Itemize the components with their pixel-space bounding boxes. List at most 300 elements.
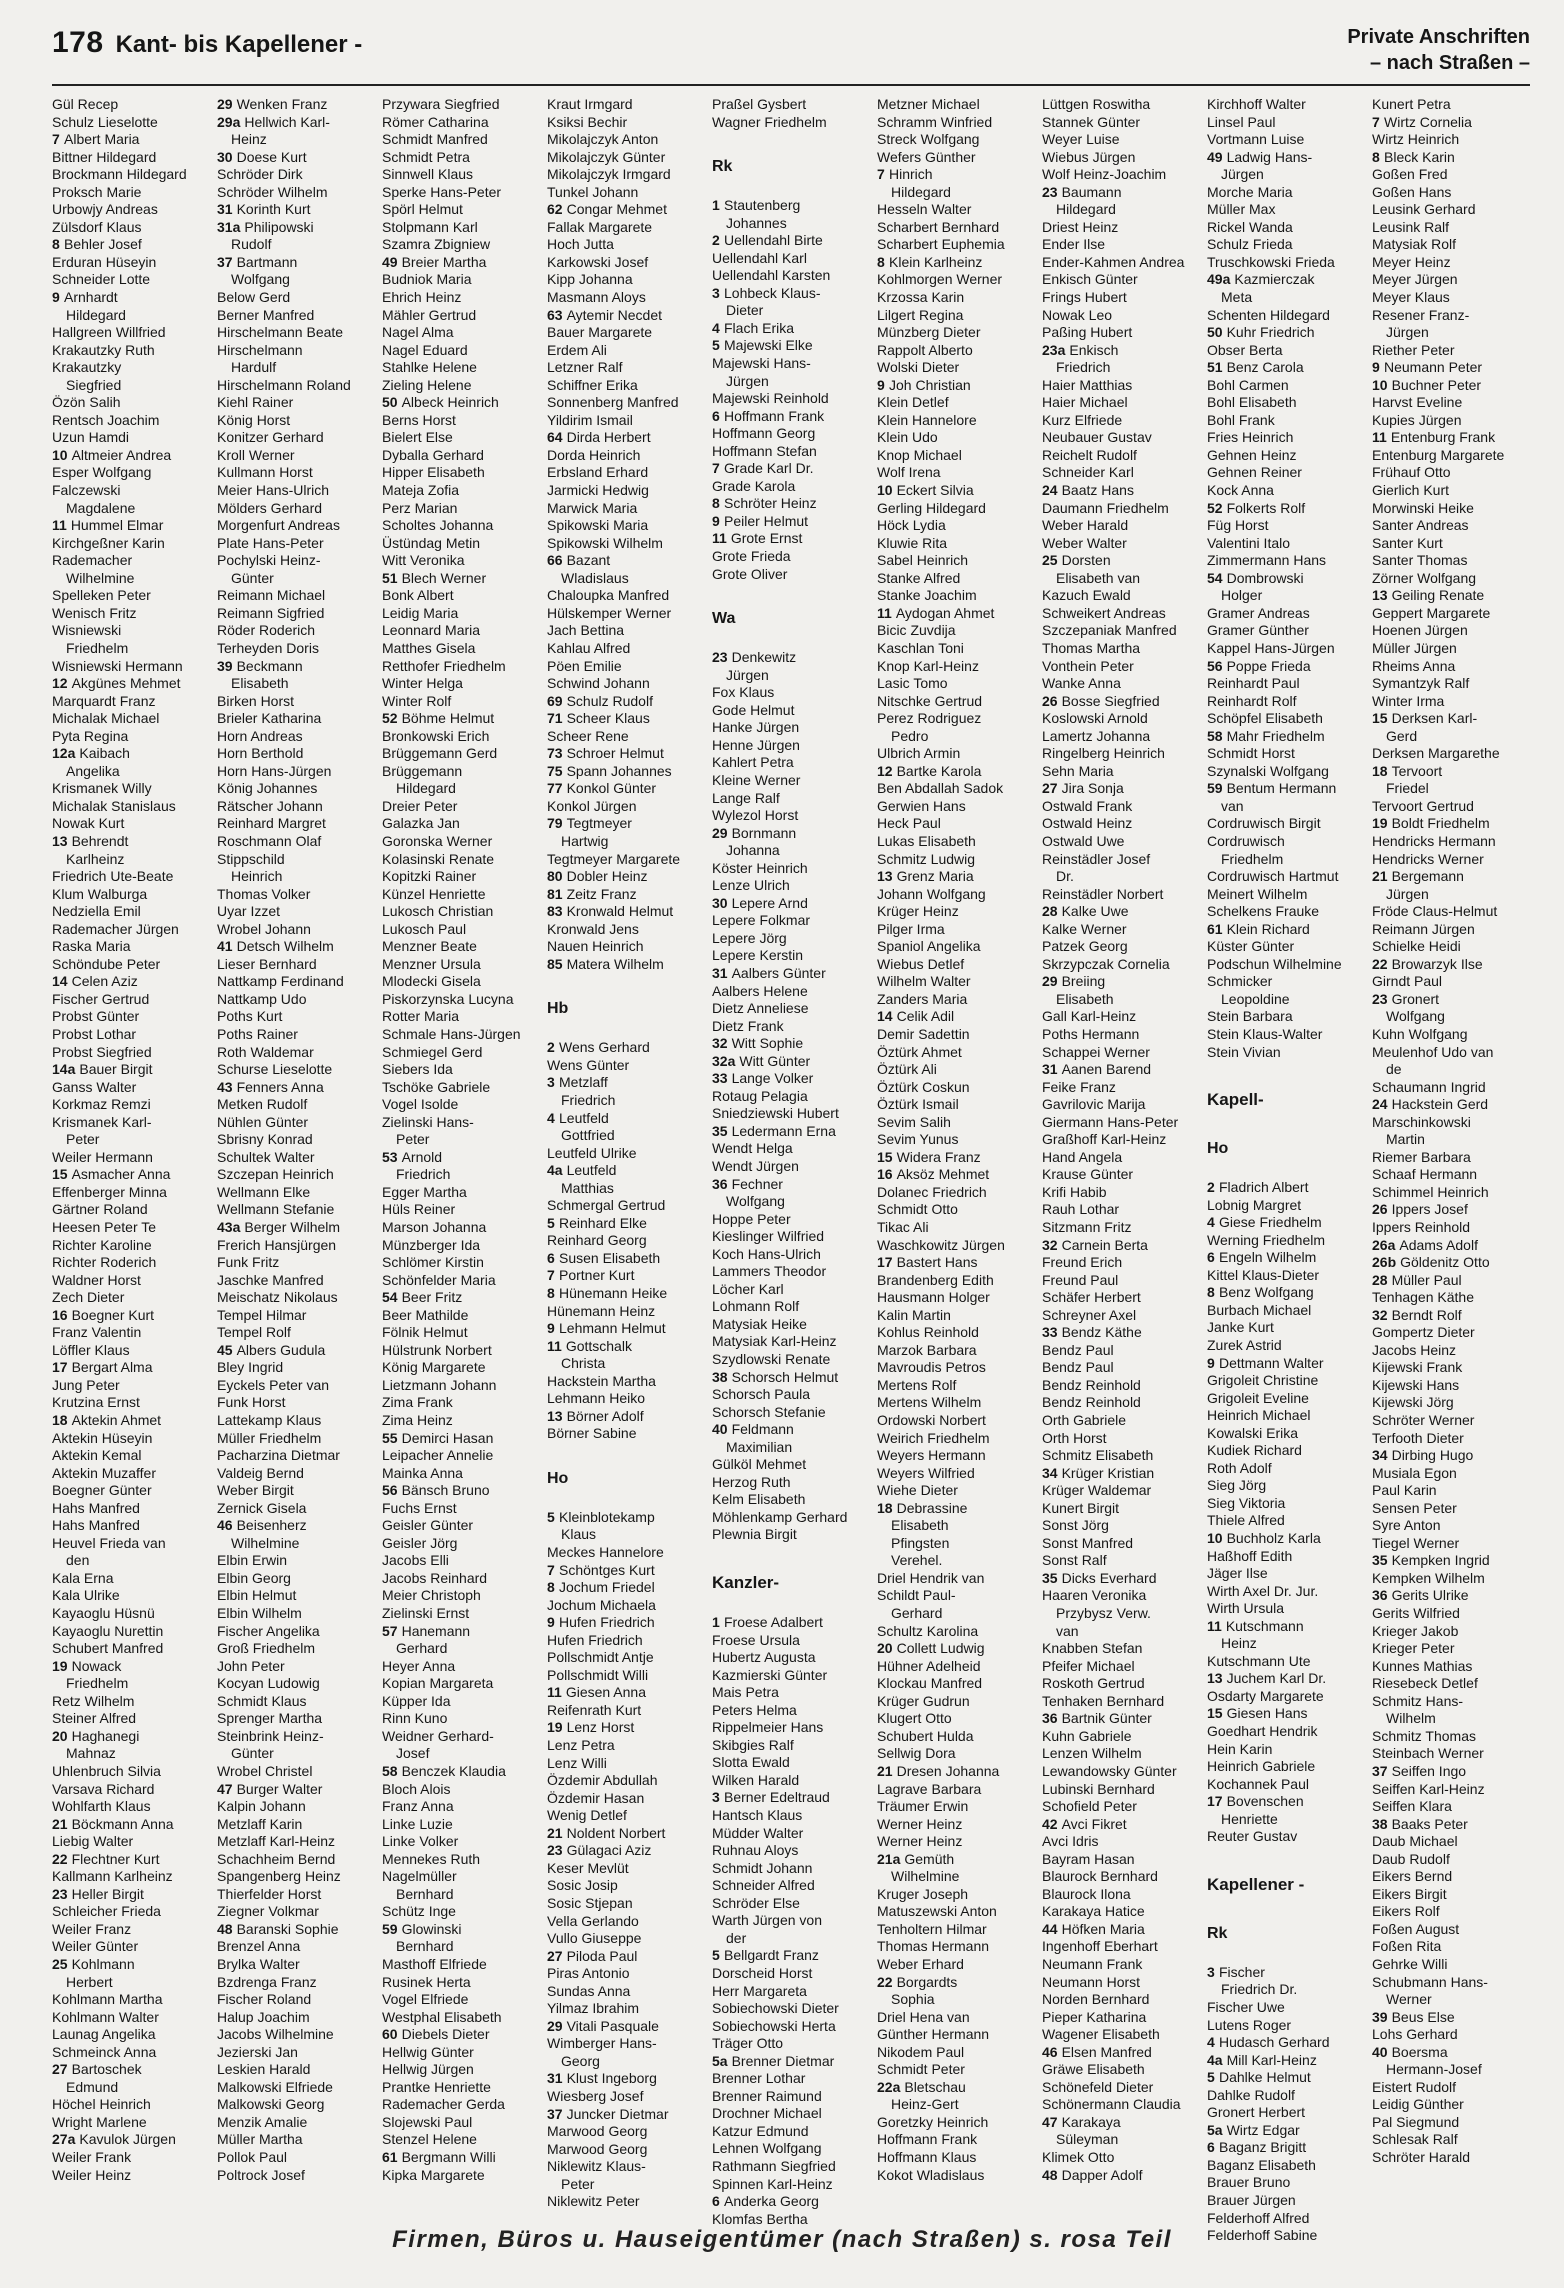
resident-name: Wrobel Johann — [217, 920, 311, 937]
resident-name: Wanke Anna — [1042, 675, 1121, 692]
resident-name: Malkowski Elfriede — [217, 2078, 333, 2095]
resident-name: Matysiak Karl-Heinz — [712, 1333, 837, 1350]
resident-name: Weiler Frank — [52, 2148, 132, 2165]
resident-name: Bovenschen — [1226, 1793, 1304, 1810]
resident-name: Neumann Peter — [1384, 359, 1483, 376]
house-number: 51 — [382, 569, 398, 586]
name-continuation: Przybysz Verw. — [1056, 1605, 1151, 1622]
house-number: 2 — [712, 232, 720, 249]
resident-name: Schröder Dirk — [217, 166, 303, 183]
resident-name: Santer Kurt — [1372, 534, 1443, 551]
house-entry — [1207, 149, 1365, 167]
resident-name: Gavrilovic Marija — [1042, 1096, 1146, 1113]
resident-name: Albers Gudula — [236, 1341, 326, 1358]
resident-name: Sonnenberg Manfred — [547, 394, 679, 411]
resident-name: Dietz Anneliese — [712, 1000, 809, 1017]
resident-name: Gräwe Elisabeth — [1042, 2061, 1145, 2078]
resident-name: Schönefeld Dieter — [1042, 2078, 1154, 2095]
house-entry — [52, 1166, 210, 1184]
resident-name: Lenz Willi — [547, 1754, 607, 1771]
resident-name: Schmidt Johann — [712, 1859, 813, 1876]
resident-name: Ziegner Volkmar — [217, 1903, 319, 1920]
house-entry — [712, 2053, 870, 2071]
house-number: 52 — [1207, 499, 1223, 516]
resident-name: Kolasinski Renate — [382, 850, 495, 867]
resident-name: Eikers Bernd — [1372, 1868, 1453, 1885]
resident-name: Kuhr Friedrich — [1226, 324, 1315, 341]
resident-name: Wirth Ursula — [1207, 1600, 1285, 1617]
resident-name: Przywara Siegfried — [382, 96, 500, 112]
resident-name: Perez Rodriguez — [877, 710, 982, 727]
resident-name: Hirschelmann — [217, 341, 303, 358]
resident-name: Lukosch Christian — [382, 903, 494, 920]
house-entry — [547, 886, 705, 904]
resident-name: Jacobs Reinhard — [382, 1569, 488, 1586]
resident-name: Lehnen Wolfgang — [712, 2140, 822, 2157]
house-number: 46 — [217, 1517, 233, 1534]
resident-name: Weber Birgit — [217, 1482, 294, 1499]
house-number: 8 — [547, 1285, 555, 1301]
resident-name: Gottschalk — [565, 1337, 632, 1354]
house-number: 39 — [1372, 2008, 1388, 2025]
house-number: 6 — [547, 1249, 555, 1266]
house-number: 47 — [1042, 2113, 1058, 2130]
resident-name: Pacharzina Dietmar — [217, 1447, 340, 1464]
house-number: 9 — [52, 289, 60, 306]
directory-column-8 — [1207, 96, 1365, 2244]
resident-name: Felderhoff Sabine — [1207, 2227, 1318, 2244]
resident-name: Wolf Irena — [877, 464, 941, 481]
resident-name: Leidig Maria — [382, 604, 459, 621]
resident-name: Klein Detlef — [877, 394, 949, 411]
page-number: 178 — [52, 26, 104, 59]
name-continuation: van — [1056, 1622, 1079, 1639]
house-entry — [1372, 956, 1530, 974]
house-entry — [52, 675, 210, 693]
resident-name: Denkewitz — [731, 649, 797, 666]
resident-name: Raska Maria — [52, 938, 131, 955]
house-entry — [1372, 763, 1530, 781]
house-number: 34 — [1372, 1447, 1388, 1464]
resident-name: Geisler Günter — [382, 1517, 474, 1534]
house-entry — [547, 956, 705, 974]
house-number: 24 — [1372, 1096, 1388, 1113]
resident-name: Weidner Gerhard- — [382, 1727, 494, 1744]
house-number: 62 — [547, 201, 563, 218]
resident-name: Reinhard Georg — [547, 1232, 647, 1249]
resident-name: Podschun Wilhelmine — [1207, 955, 1342, 972]
resident-name: Nikodem Paul — [877, 2043, 965, 2060]
resident-name: Wellmann Stefanie — [217, 1201, 335, 1218]
resident-name: Poppe Frieda — [1226, 657, 1311, 674]
resident-name: Proksch Marie — [52, 183, 142, 200]
house-number: 22 — [52, 1850, 68, 1867]
house-entry — [877, 1008, 1035, 1026]
resident-name: Szamra Zbigniew — [382, 236, 491, 253]
resident-name: Kutschmann Ute — [1207, 1652, 1311, 1669]
resident-name: Fechner — [731, 1175, 783, 1192]
spacer — [1207, 1946, 1365, 1964]
house-number: 38 — [1372, 1815, 1388, 1832]
house-entry — [1207, 1249, 1365, 1267]
resident-name: Schöndube Peter — [52, 955, 161, 972]
resident-name: Zernick Gisela — [217, 1499, 307, 1516]
resident-name: Malkowski Georg — [217, 2096, 325, 2113]
house-number: 71 — [547, 710, 563, 727]
house-number: 66 — [547, 552, 563, 569]
resident-name: Stein Vivian — [1207, 1043, 1281, 1060]
resident-name: Tenhagen Käthe — [1372, 1289, 1474, 1306]
resident-name: Anderka Georg — [724, 2193, 819, 2210]
resident-name: Bloch Alois — [382, 1780, 451, 1797]
resident-name: Dolanec Friedrich — [877, 1183, 987, 1200]
house-entry — [547, 1614, 705, 1632]
resident-name: Wrobel Christel — [217, 1762, 313, 1779]
resident-name: Ippers Reinhold — [1372, 1219, 1471, 1235]
name-continuation: Jürgen — [1386, 885, 1429, 902]
resident-name: Kijewski Frank — [1372, 1359, 1463, 1376]
house-entry — [712, 1123, 870, 1141]
resident-name: Vortmann Luise — [1207, 131, 1305, 148]
resident-name: Schmeinck Anna — [52, 2043, 157, 2060]
house-number: 40 — [1372, 2043, 1388, 2060]
house-number: 49 — [382, 253, 398, 270]
resident-name: Reuter Gustav — [1207, 1828, 1298, 1845]
house-number: 77 — [547, 780, 563, 797]
house-number: 11 — [547, 1684, 562, 1701]
house-number: 11 — [52, 517, 67, 534]
resident-name: Spinnen Karl-Heinz — [712, 2175, 833, 2192]
resident-name: Erdem Ali — [547, 341, 607, 358]
resident-name: Ringelberg Heinrich — [1042, 745, 1165, 762]
house-number: 22a — [877, 2078, 901, 2095]
house-entry — [877, 763, 1035, 781]
house-entry — [217, 1219, 375, 1237]
resident-name: Krakautzky Ruth — [52, 341, 155, 358]
house-entry — [382, 1763, 540, 1781]
resident-name: Dahlke Helmut — [1219, 2069, 1311, 2086]
directory-column-7 — [1042, 96, 1200, 2184]
resident-name: Grade Karola — [712, 477, 796, 494]
house-number: 7 — [547, 1267, 555, 1284]
house-number: 31 — [712, 964, 728, 981]
house-number: 21 — [52, 1815, 68, 1832]
resident-name: Wefers Günther — [877, 148, 976, 165]
resident-name: Pyta Regina — [52, 727, 129, 744]
resident-name: Bzdrenga Franz — [217, 1973, 317, 1990]
resident-name: Bohl Elisabeth — [1207, 394, 1297, 411]
resident-name: Stannek Günter — [1042, 113, 1141, 130]
name-continuation: Sophia — [891, 1991, 935, 2008]
spacer — [1207, 1846, 1365, 1864]
house-number: 32 — [1042, 1236, 1058, 1253]
house-number: 39 — [217, 657, 233, 674]
name-continuation: Christa — [561, 1355, 606, 1372]
resident-name: Schurse Lieselotte — [217, 1061, 333, 1078]
resident-name: Skibgies Ralf — [712, 1736, 794, 1753]
house-number: 49 — [1207, 148, 1223, 165]
house-number: 46 — [1042, 2043, 1058, 2060]
resident-name: Dorsten — [1061, 552, 1111, 569]
resident-name: Schulz Rudolf — [566, 692, 653, 709]
resident-name: Pöen Emilie — [547, 657, 622, 674]
resident-name: Rauh Lothar — [1042, 1201, 1120, 1218]
resident-name: Küster Günter — [1207, 938, 1295, 955]
resident-name: Wirth Axel Dr. Jur. — [1207, 1582, 1319, 1599]
resident-name: Müller Friedhelm — [217, 1429, 322, 1446]
resident-name: Thomas Hermann — [877, 1938, 990, 1955]
house-number: 10 — [1372, 376, 1388, 393]
name-continuation: Matthias — [561, 1179, 614, 1196]
resident-name: Fox Klaus — [712, 684, 775, 701]
resident-name: Bauer Birgit — [79, 1061, 153, 1078]
resident-name: Werner Heinz — [877, 1833, 963, 1850]
house-number: 57 — [382, 1622, 398, 1639]
resident-name: Johann Wolfgang — [877, 885, 986, 902]
resident-name: Meulenhof Udo van — [1372, 1043, 1494, 1060]
house-entry — [547, 745, 705, 763]
house-number: 10 — [1207, 1530, 1223, 1547]
resident-name: Osdarty Margarete — [1207, 1687, 1324, 1704]
resident-name: Stanke Alfred — [877, 569, 961, 586]
resident-name: Mill Karl-Heinz — [1226, 2051, 1317, 2068]
resident-name: Schröder Wilhelm — [217, 183, 328, 200]
resident-name: Wirtz Edgar — [1226, 2121, 1300, 2138]
resident-name: Katzur Edmund — [712, 2122, 809, 2139]
resident-name: Richter Roderich — [52, 1254, 157, 1271]
resident-name: Kock Anna — [1207, 482, 1274, 499]
resident-name: Siebers Ida — [382, 1061, 453, 1078]
house-number: 11 — [1372, 429, 1387, 446]
resident-name: Fries Heinrich — [1207, 429, 1294, 446]
house-number: 38 — [712, 1368, 728, 1385]
name-continuation: Wolfgang — [1386, 1008, 1445, 1025]
resident-name: Wohlfarth Klaus — [52, 1798, 151, 1815]
resident-name: Günther Hermann — [877, 2026, 990, 2043]
resident-name: Klockau Manfred — [877, 1675, 983, 1692]
house-number: 32a — [712, 1052, 736, 1069]
name-continuation: Magdalene — [66, 499, 136, 516]
resident-name: Kempken Wilhelm — [1372, 1569, 1485, 1586]
resident-name: Jira Sonja — [1061, 780, 1124, 797]
house-entry — [547, 1039, 705, 1057]
resident-name: Kalin Martin — [877, 1306, 951, 1323]
resident-name: Froese Ursula — [712, 1631, 800, 1648]
house-entry — [547, 815, 705, 833]
name-continuation: Dieter — [726, 302, 764, 319]
resident-name: Schmitz Hans- — [1372, 1692, 1464, 1709]
resident-name: Rademacher — [52, 552, 133, 569]
resident-name: Kappel Hans-Jürgen — [1207, 639, 1335, 656]
resident-name: Orth Horst — [1042, 1429, 1107, 1446]
resident-name: Nowak Kurt — [52, 815, 125, 832]
resident-name: Leonnard Maria — [382, 622, 481, 639]
resident-name: Bohl Carmen — [1207, 376, 1289, 393]
resident-name: Leutfeld — [566, 1162, 617, 1179]
resident-name: Gramer Andreas — [1207, 604, 1310, 621]
name-continuation: der — [726, 1929, 747, 1946]
resident-name: Behler Josef — [64, 236, 142, 253]
resident-name: Wylezol Horst — [712, 807, 799, 824]
resident-name: Weyer Luise — [1042, 131, 1120, 148]
house-number: 19 — [1372, 815, 1388, 832]
resident-name: Buchner Peter — [1391, 376, 1482, 393]
resident-name: Weber Harald — [1042, 517, 1129, 534]
resident-name: Warth Jürgen von — [712, 1912, 822, 1929]
name-continuation: Günter — [231, 569, 274, 586]
resident-name: Matysiak Heike — [712, 1315, 807, 1332]
resident-name: Funk Fritz — [217, 1254, 280, 1271]
house-entry — [382, 254, 540, 272]
resident-name: Ordowski Norbert — [877, 1412, 986, 1429]
resident-name: Gehnen Reiner — [1207, 464, 1302, 481]
name-continuation: Jürgen — [1221, 166, 1264, 183]
resident-name: Meier Hans-Ulrich — [217, 482, 330, 499]
house-entry — [1372, 1552, 1530, 1570]
resident-name: Spaniol Angelika — [877, 938, 981, 955]
resident-name: Roskoth Gertrud — [1042, 1675, 1145, 1692]
resident-name: Tunkel Johann — [547, 183, 639, 200]
house-entry — [547, 1825, 705, 1843]
resident-name: Retthofer Friedhelm — [382, 657, 506, 674]
resident-name: Zanders Maria — [877, 990, 968, 1007]
resident-name: Seiffen Ingo — [1391, 1762, 1467, 1779]
house-number: 43a — [217, 1219, 241, 1235]
resident-name: Sbrisny Konrad — [217, 1131, 313, 1148]
resident-name: Wirtz Cornelia — [1384, 113, 1472, 130]
house-entry — [1372, 1201, 1530, 1219]
directory-column-1 — [52, 96, 210, 2184]
resident-name: Kazmierski Günter — [712, 1666, 828, 1683]
resident-name: Grigoleit Christine — [1207, 1372, 1319, 1389]
resident-name: Friedrich Ute-Beate — [52, 868, 174, 885]
house-number: 53 — [382, 1148, 398, 1165]
resident-name: Rademacher Gerda — [382, 2096, 505, 2113]
house-number: 6 — [712, 2193, 720, 2210]
resident-name: Praßel Gysbert — [712, 96, 807, 112]
resident-name: Marwood Georg — [547, 2140, 648, 2157]
resident-name: Linsel Paul — [1207, 113, 1276, 130]
resident-name: Juchem Karl Dr. — [1226, 1670, 1327, 1687]
resident-name: Leusink Ralf — [1372, 218, 1450, 235]
house-entry — [1207, 1793, 1365, 1811]
resident-name: Marson Johanna — [382, 1219, 487, 1235]
resident-name: Mölders Gerhard — [217, 499, 323, 516]
resident-name: Schorsch Stefanie — [712, 1403, 826, 1420]
house-entry — [1207, 780, 1365, 798]
house-entry — [547, 903, 705, 921]
resident-name: Wiesberg Josef — [547, 2087, 644, 2104]
name-continuation: Elisabeth — [1056, 990, 1114, 1007]
resident-name: Sitzmann Fritz — [1042, 1219, 1132, 1235]
resident-name: Steinbrink Heinz- — [217, 1727, 324, 1744]
house-number: 5a — [712, 2052, 728, 2069]
resident-name: Gerwien Hans — [877, 797, 966, 814]
name-continuation: Johanna — [726, 842, 780, 859]
resident-name: Schleicher Frieda — [52, 1903, 161, 1920]
resident-name: Letzner Ralf — [547, 359, 623, 376]
resident-name: Gehrke Willi — [1372, 1955, 1448, 1972]
resident-name: Heck Paul — [877, 815, 941, 832]
resident-name: Hirschelmann Beate — [217, 324, 344, 341]
house-number: 3 — [712, 1789, 720, 1806]
house-number: 5 — [712, 1947, 720, 1964]
house-number: 6 — [712, 407, 720, 424]
resident-name: Pollschmidt Willi — [547, 1666, 649, 1683]
resident-name: Zielinski Hans- — [382, 1113, 474, 1130]
house-entry — [52, 1359, 210, 1377]
name-continuation: Werner — [1386, 1991, 1432, 2008]
resident-name: Kruger Joseph — [877, 1885, 969, 1902]
resident-name: Szynalski Wolfgang — [1207, 762, 1329, 779]
section-subtitle: – nach Straßen – — [1369, 52, 1530, 74]
house-entry — [52, 236, 210, 254]
resident-name: Birken Horst — [217, 692, 295, 709]
house-number: 60 — [382, 2026, 398, 2043]
name-continuation: Peter — [561, 2175, 595, 2192]
house-entry — [217, 201, 375, 219]
house-number: 35 — [1042, 1569, 1058, 1586]
resident-name: Öztürk Ali — [877, 1061, 937, 1078]
resident-name: Zieling Helene — [382, 376, 472, 393]
house-number: 4 — [712, 319, 720, 336]
resident-name: Majewski Elke — [724, 337, 813, 354]
resident-name: Künzel Henriette — [382, 885, 486, 902]
resident-name: Retz Wilhelm — [52, 1692, 135, 1709]
house-entry — [547, 868, 705, 886]
house-entry — [382, 2149, 540, 2167]
resident-name: Thomas Martha — [1042, 639, 1141, 656]
name-continuation: Siegfried — [66, 376, 122, 393]
resident-name: Schäfer Herbert — [1042, 1289, 1141, 1306]
house-entry — [1372, 815, 1530, 833]
resident-name: Ben Abdallah Sadok — [877, 780, 1004, 797]
resident-name: Ehrich Heinz — [382, 289, 462, 306]
house-entry — [877, 1500, 1035, 1518]
house-number: 35 — [712, 1122, 728, 1139]
resident-name: Gärtner Roland — [52, 1201, 148, 1218]
resident-name: Gehnen Heinz — [1207, 446, 1297, 463]
resident-name: Linke Volker — [382, 1833, 459, 1850]
house-number: 25 — [1042, 552, 1058, 569]
resident-name: Lüttgen Roswitha — [1042, 96, 1151, 112]
resident-name: Kittel Klaus-Dieter — [1207, 1266, 1320, 1283]
house-number: 61 — [382, 2148, 398, 2165]
resident-name: Widera Franz — [896, 1148, 981, 1165]
resident-name: Driel Hendrik van — [877, 1569, 985, 1586]
resident-name: Brieler Katharina — [217, 710, 322, 727]
resident-name: Wright Marlene — [52, 2113, 147, 2130]
house-number: 29a — [217, 113, 241, 130]
resident-name: Bartnik Günter — [1061, 1710, 1152, 1727]
house-number: 7 — [712, 460, 720, 477]
resident-name: Probst Siegfried — [52, 1043, 152, 1060]
house-number: 33 — [712, 1070, 728, 1087]
house-number: 59 — [382, 1920, 398, 1937]
house-number: 23 — [1372, 990, 1388, 1007]
resident-name: Ruhnau Aloys — [712, 1842, 799, 1859]
resident-name: Sehn Maria — [1042, 762, 1114, 779]
house-entry — [547, 1250, 705, 1268]
resident-name: Lepere Arnd — [731, 894, 808, 911]
house-entry — [1042, 1465, 1200, 1483]
district-heading: Ho — [547, 1469, 569, 1487]
resident-name: Dapper Adolf — [1061, 2166, 1143, 2183]
resident-name: Marquardt Franz — [52, 692, 156, 709]
resident-name: Flach Erika — [724, 319, 795, 336]
house-number: 22 — [1372, 955, 1388, 972]
resident-name: Resener Franz- — [1372, 306, 1470, 323]
